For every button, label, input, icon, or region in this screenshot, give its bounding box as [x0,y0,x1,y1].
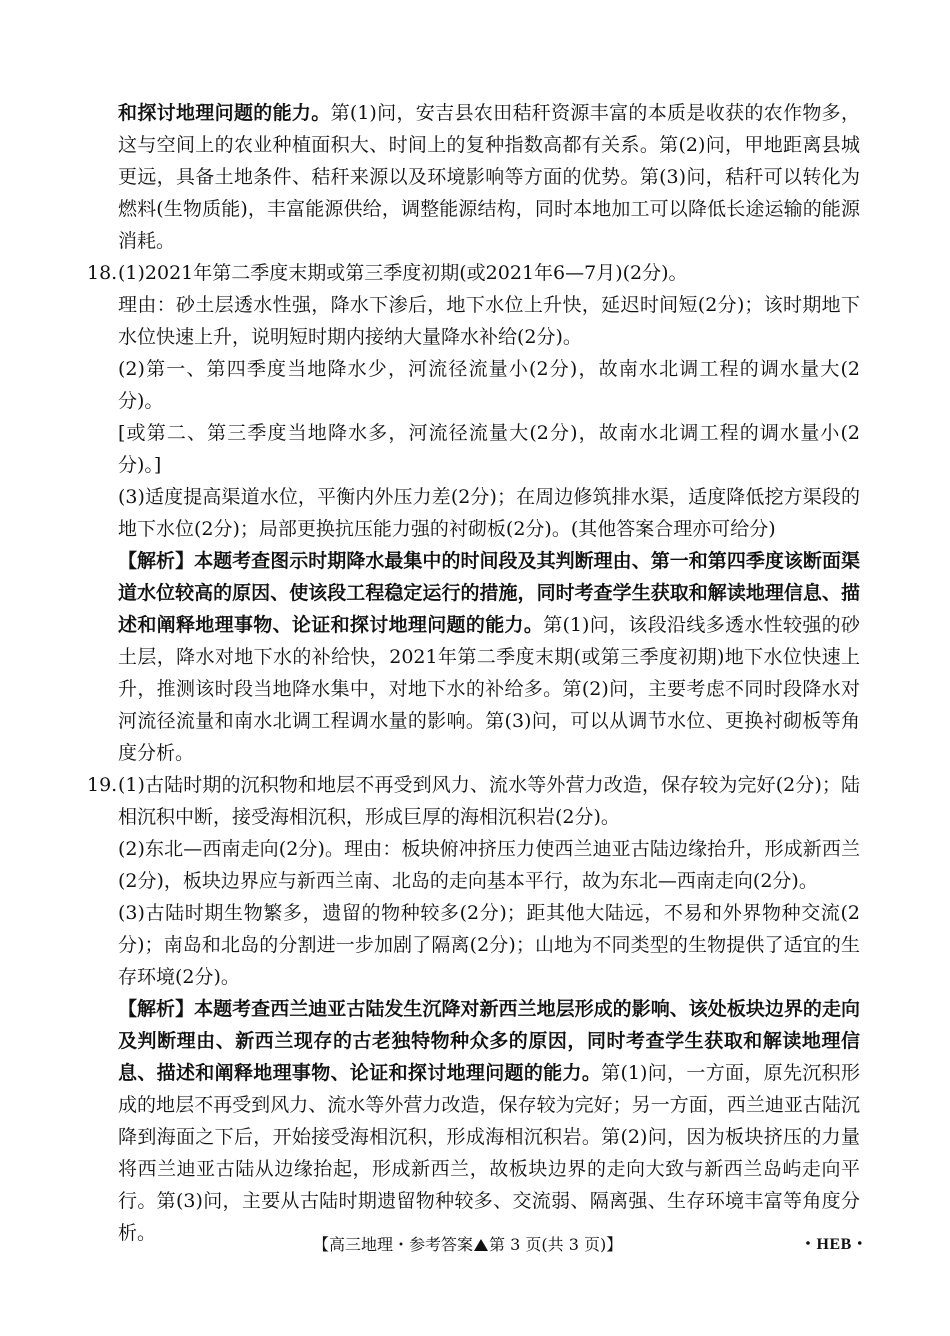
q18-answer-3: (3)适度提高渠道水位，平衡内外压力差(2分)；在周边修筑排水渠，适度降低挖方渠段的地下水位(2分)；局部更换抗压能力强的衬砌板(2分)。(其他答案合理亦可给分) [118,486,860,540]
q19-analysis-text: 第(1)问，一方面，原先沉积形成的地层不再受到风力、流水等外营力改造，保存较为完好；另一方面，西兰迪亚古陆沉降到海面之下后，开始接受海相沉积，形成海相沉积岩。第(2)问，因为板块挤压的力量将西兰迪亚古陆从边缘抬起，形成新西兰，故板块边界的走向大致与新西兰岛屿走向平行。第(3)问，主要从古陆时期遗留物种较多、交流弱、隔离强、生存环境丰富等角度分析。 [118,1062,860,1244]
question-18-number: 18. [87,262,118,284]
page-footer [0,1233,950,1257]
continuation-text: 第(1)问，安吉县农田秸秆资源丰富的本质是收获的农作物多，这与空间上的农业种植面积大、时间上的复种指数高都有关系。第(2)问，甲地距离县城更远，具备土地条件、秸秆来源以及环境影响等方面的优势。第(3)问，秸秆可以转化为燃料(生物质能)，丰富能源供给，调整能源结构，同时本地加工可以降低长途运输的能源消耗。 [118,102,860,252]
analysis-label: 【解析】 [118,998,195,1020]
q18-analysis-bold: 本题考查图示时期降水最集中的时间段及其判断理由、第一和第四季度该断面渠道水位较高的原因、使该段工程稳定运行的措施，同时考查学生获取和解读地理信息、描述和阐释地理事物、论证和探讨地理问题的能力。 [118,550,860,636]
q18-answer-1: (1)2021年第二季度末期或第三季度初期(或2021年6—7月)(2分)。 [118,262,688,284]
q19-analysis-bold: 本题考查西兰迪亚古陆发生沉降对新西兰地层形成的影响、该处板块边界的走向及判断理由、新西兰现存的古老独特物种众多的原因，同时考查学生获取和解读地理信息、描述和阐释地理事物、论证和探讨地理问题的能力。 [118,998,860,1084]
analysis-label: 【解析】 [118,550,195,572]
q19-answer-2: (2)东北—西南走向(2分)。理由：板块俯冲挤压力使西兰迪亚古陆边缘抬升，形成新西兰(2分)，板块边界应与新西兰南、北岛的走向基本平行，故为东北—西南走向(2分)。 [118,838,860,892]
question-18 [87,257,860,769]
question-19 [87,769,860,1249]
q18-answer-2-alt: [或第二、第三季度当地降水多，河流径流量大(2分)，故南水北调工程的调水量小(2分)。] [118,422,860,476]
q17-analysis-continuation [118,97,860,257]
continuation-bold: 和探讨地理问题的能力。 [118,102,331,124]
question-19-number: 19. [87,774,118,796]
footer-title: 【高三地理・参考答案 [313,1235,474,1254]
q18-analysis [118,545,860,769]
q18-analysis-text: 第(1)问，该段沿线多透水性较强的砂土层，降水对地下水的补给快，2021年第二季度末期(或第三季度初期)地下水位快速上升，推测该时段当地降水集中，对地下水的补给多。第(2)问，主要考虑不同时段降水对河流径流量和南水北调工程调水量的影响。第(3)问，可以从调节水位、更换衬砌板等角度分析。 [118,614,860,764]
q18-reason: 理由：砂土层透水性强，降水下渗后，地下水位上升快，延迟时间短(2分)；该时期地下水位快速上升，说明短时期内接纳大量降水补给(2分)。 [118,294,860,348]
footer-page-number: 第 3 页(共 3 页)】 [489,1235,623,1254]
answer-content [0,97,950,1249]
q19-answer-3: (3)古陆时期生物繁多，遗留的物种较多(2分)；距其他大陆远，不易和外界物种交流(2分)；南岛和北岛的分割进一步加剧了隔离(2分)；山地为不同类型的生物提供了适宜的生存环境(2分)。 [118,902,860,988]
triangle-icon [474,1239,488,1251]
footer-page-info [313,1233,622,1257]
q19-analysis [118,993,860,1249]
footer-code: ・HEB・ [800,1236,869,1253]
q19-answer-1: (1)古陆时期的沉积物和地层不再受到风力、流水等外营力改造，保存较为完好(2分)；陆相沉积中断，接受海相沉积，形成巨厚的海相沉积岩(2分)。 [118,774,860,828]
q18-answer-2: (2)第一、第四季度当地降水少，河流径流量小(2分)，故南水北调工程的调水量大(2分)。 [118,358,860,412]
